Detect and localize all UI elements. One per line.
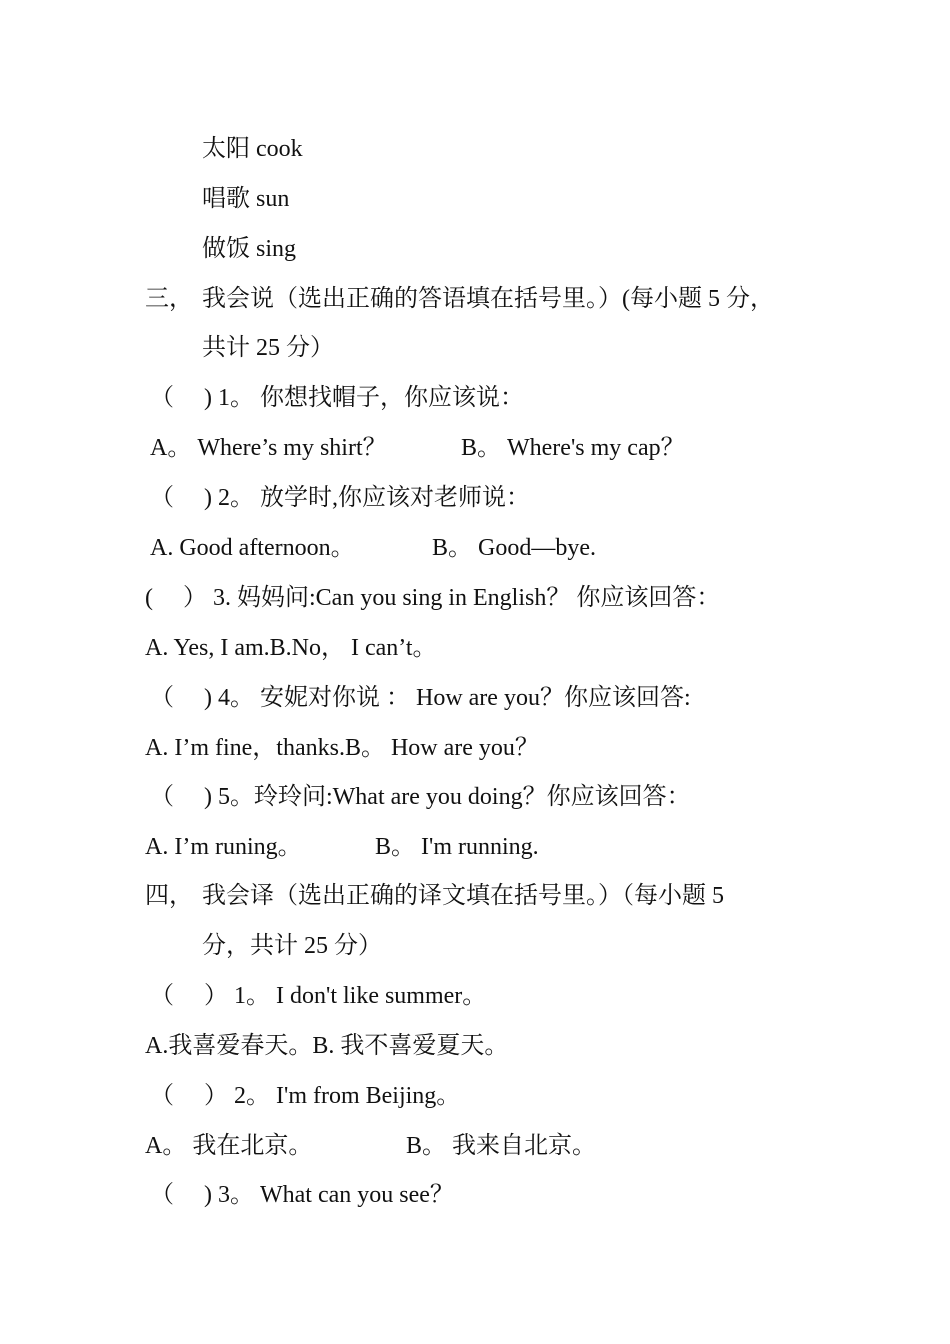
option-b: B。 Where's my cap？ <box>461 435 685 461</box>
option-a: A. I’m runing。 <box>145 834 302 860</box>
option-b: B。 Good—bye. <box>432 535 596 561</box>
question: （ ） 2。 I'm from Beijing。 <box>150 1083 461 1109</box>
answer-options: A.我喜爱春天。B. 我不喜爱夏天。 <box>145 1033 509 1059</box>
match-item-en: sun <box>256 186 290 212</box>
match-item-cn: 太阳 <box>202 136 250 162</box>
option-a: A. Good afternoon。 <box>150 535 355 561</box>
answer-options: A. I’m fine，thanks.B。 How are you？ <box>145 735 539 761</box>
option-b: B。 我来自北京。 <box>406 1133 597 1159</box>
section-4-title-cont: 分，共计 25 分） <box>202 933 382 959</box>
answer-options <box>150 433 387 463</box>
answer-options: A. Yes, I am.B.No， I can’t。 <box>145 635 437 661</box>
option-a: A。 Where’s my shirt？ <box>150 435 387 461</box>
question: （ ) 3。 What can you see？ <box>150 1182 454 1208</box>
match-item-en: sing <box>256 236 297 262</box>
match-item-cn: 唱歌 <box>202 186 250 212</box>
match-item <box>202 134 303 164</box>
question: （ ) 5。玲玲问:What are you doing？你应该回答： <box>150 784 691 810</box>
option-a: A。 我在北京。 <box>145 1133 313 1159</box>
match-item-en: cook <box>256 136 303 162</box>
section-4-number: 四， <box>145 883 193 909</box>
question: （ ) 2。 放学时,你应该对老师说： <box>150 485 530 511</box>
section-4-title: 我会译（选出正确的译文填在括号里。）（每小题 5 <box>202 883 724 909</box>
match-item <box>202 234 296 264</box>
question: （ ) 1。 你想找帽子，你应该说： <box>150 385 524 411</box>
section-3-title-cont: 共计 25 分） <box>202 335 334 361</box>
option-b: B。 I'm running. <box>375 834 539 860</box>
match-item-cn: 做饭 <box>202 236 250 262</box>
match-item <box>202 184 289 214</box>
question: （ ） 1。 I don't like summer。 <box>150 983 487 1009</box>
section-3-number: 三， <box>145 286 193 312</box>
question: （ ) 4。 安妮对你说 ： How are you？你应该回答: <box>150 685 691 711</box>
section-3-title: 我会说（选出正确的答语填在括号里。）(每小题 5 分， <box>202 286 774 312</box>
question: ( ） 3. 妈妈问:Can you sing in English？ 你应该回答： <box>145 585 721 611</box>
